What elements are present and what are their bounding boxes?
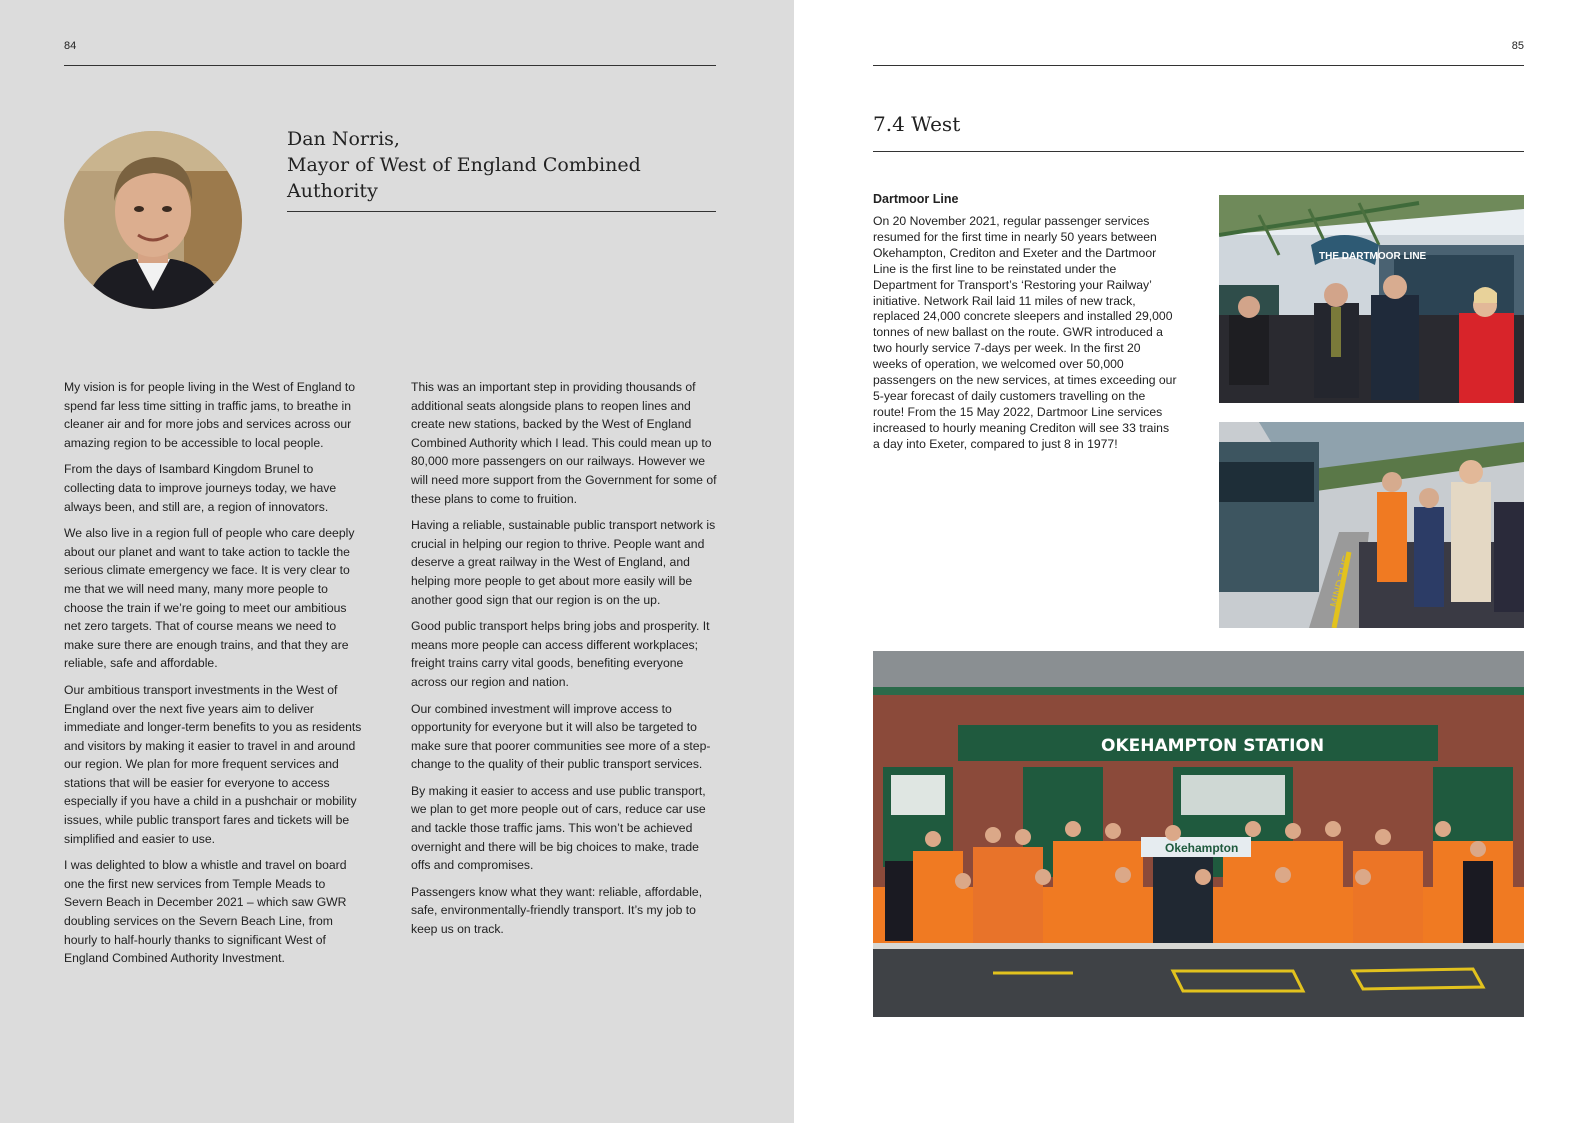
paragraph: Passengers know what they want: reliable, affordable, safe, environmentally-friendly transport. It’s my job to keep us on track. [411,884,703,937]
dartmoor-body: On 20 November 2021, regular passenger services resumed for the first time in nearly 50 years between Okehampton, Crediton and Exeter and the Dartmoor Line is the first line to be reinstated under the Department for Transport’s ‘Restoring your Railway’ initiative. Network Rail laid 11 miles of new track, replaced 24,000 concrete sleepers and installed 29,000 tonnes of new ballast on the route. GWR introduced a two hourly service 7-days per week. In the first 20 weeks of operation, we welcomed over 50,000 passengers on the new services, at times exceeding our 5-year forecast of daily customers travelling on the route! From the 15 May 2022, Dartmoor Line services increased to hourly meaning Crediton will see 33 trains a day into Exeter, compared to just 8 in 1977! [873,214,1177,451]
platform-marking: MIND THE [1328,554,1354,609]
author-block [287,126,717,204]
paragraph: Good public transport helps bring jobs and prosperity. It means more people can access different workplaces; freight trains carry vital goods, benefiting everyone across our region and nation. [411,619,710,689]
page-number-left: 84 [64,40,77,52]
body-column-2 [411,378,717,947]
paragraph: We also live in a region full of people who care deeply about our planet and want to take action to tackle the serious climate emergency we face. It is very clear to me that we will need many, many more people to choose the train if we’re going to meet our ambitious net zero targets. That of course means we need to make sure there are enough trains, and that they are reliable, safe and affordable. [64,526,355,671]
author-rule [287,211,716,212]
section-title: 7.4 West [873,112,961,136]
subheading: Dartmoor Line [873,192,959,206]
paragraph: This was an important step in providing thousands of additional seats alongside plans to reopen lines and create new stations, backed by the West of England Combined Authority which I lead. This could mean up to 80,000 more passengers on our railways. However we will need more support from the Government for some of these plans to come to fruition. [411,380,717,506]
paragraph: My vision is for people living in the West of England to spend far less time sitting in traffic jams, to breathe in cleaner air and for more jobs and services across our amazing region to be accessible to local people. [64,380,356,450]
photo-dartmoor-opening [1219,195,1524,403]
body-column-1 [64,378,364,976]
author-title-line1: Mayor of West of England Combined [287,154,641,176]
author-portrait [64,131,242,309]
paragraph: Having a reliable, sustainable public transport network is crucial in helping our region to thrive. People want and deserve a great railway in the West of England, and helping more people to get about more easily will be another good sign that our region is on the up. [411,518,716,607]
section-rule [873,151,1524,152]
top-rule-right [873,65,1524,66]
paragraph: I was delighted to blow a whistle and travel on board one the first new services from Temple Meads to Severn Beach in December 2021 – which saw GWR doubling services on the Severn Beach Line, from hourly to half-hourly thanks to significant West of England Combined Authority Investment. [64,858,347,966]
photo-banner-text: THE DARTMOOR LINE [1319,251,1427,262]
photo-okehampton-station [873,651,1524,1017]
paragraph: Our combined investment will improve access to opportunity for everyone but it will also be targeted to make sure that poorer communities see more of a step-change to the quality of their public transport services. [411,701,711,772]
top-rule-left [64,65,716,66]
paragraph: From the days of Isambard Kingdom Brunel to collecting data to improve journeys today, we have always been, and still are, a region of innovators. [64,462,337,514]
paragraph: Our ambitious transport investments in the West of England over the next five years aim to deliver immediate and longer-term benefits to you as residents and visitors by making it easier to travel in and around our region. We plan for more frequent services and stations that will be easier for everyone to access especially if you have a child in a pushchair or mobility issues, while public transport fares and tickets will be simplified and easier to use. [64,682,362,846]
paragraph: By making it easier to access and use public transport, we plan to get more people out of cars, reduce car use and tackle those traffic jams. This won’t be achieved overnight and there will be big choices to make, trade offs and compromises. [411,783,706,873]
photo-platform-crowd [1219,422,1524,628]
station-sign: OKEHAMPTON STATION [1101,736,1325,756]
page-number-right: 85 [1511,40,1524,52]
author-title-line2: Authority [287,180,378,202]
author-name: Dan Norris, [287,128,400,150]
banner-small: Okehampton [1165,841,1239,855]
